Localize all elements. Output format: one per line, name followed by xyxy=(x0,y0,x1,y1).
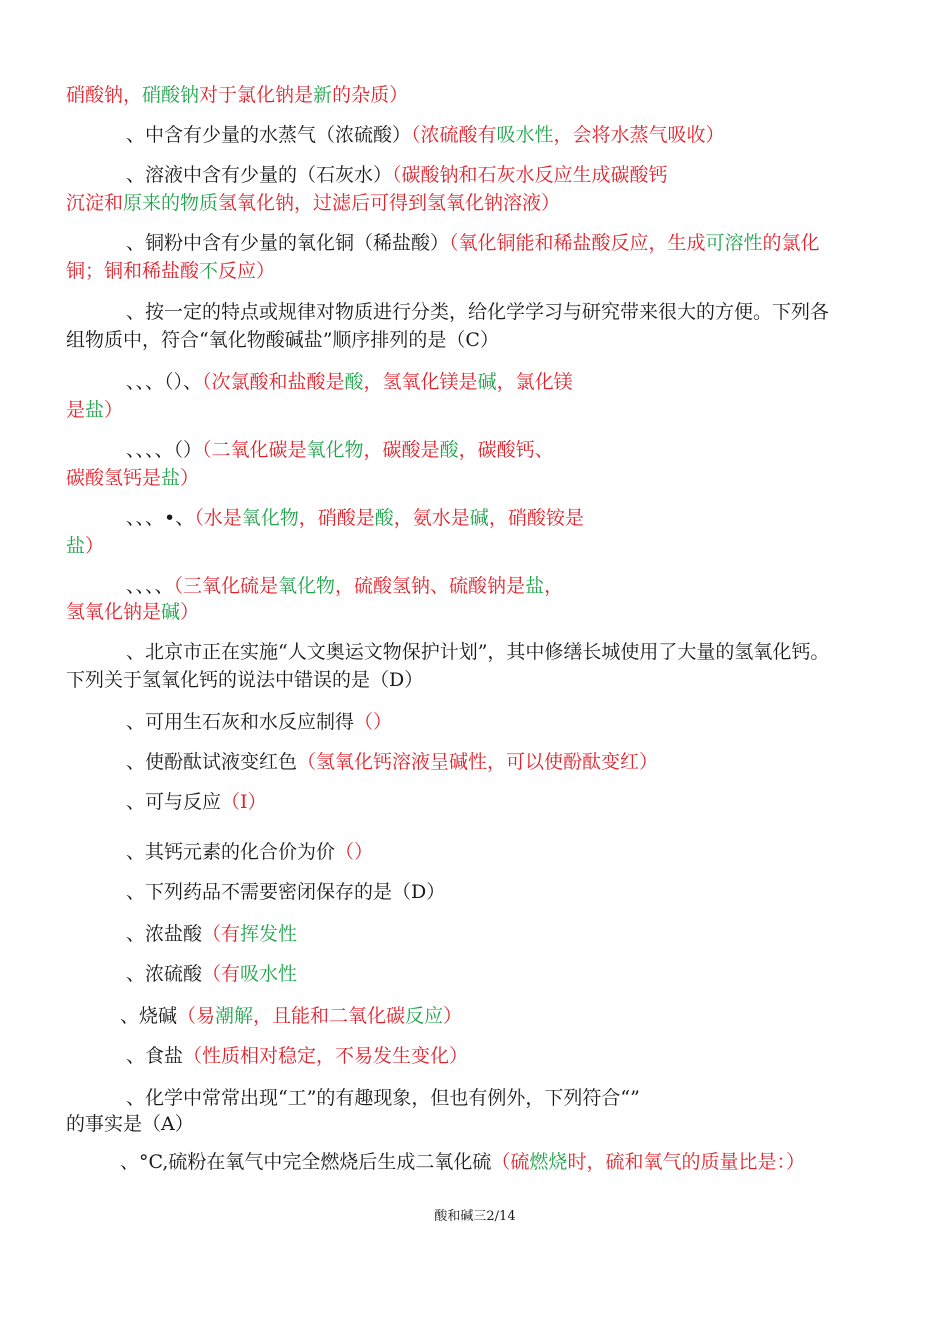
text-segment: 下列关于氢氧化钙的说法中错误的是（D） xyxy=(66,669,424,691)
text-segment: 氢氧化钠，过滤后可得到氢氧化钠溶液） xyxy=(218,192,561,214)
text-segment: ，碳酸是 xyxy=(363,439,440,461)
text-segment: 酸 xyxy=(439,439,459,461)
text-segment: 硝酸钠 xyxy=(142,84,200,106)
text-segment: （） xyxy=(335,841,374,863)
text-line xyxy=(126,749,658,775)
text-segment: （碳酸钠和石灰水反应生成碳酸钙 xyxy=(392,164,668,186)
text-segment: 挥发性 xyxy=(240,923,298,945)
text-segment: ，氢氧化镁是 xyxy=(363,371,478,393)
text-segment: （有 xyxy=(202,923,241,945)
text-line xyxy=(126,921,297,947)
text-line xyxy=(126,369,573,395)
text-segment: 燃烧 xyxy=(529,1151,568,1173)
text-line xyxy=(126,437,554,463)
text-segment: 、浓硫酸 xyxy=(126,963,203,985)
text-line xyxy=(66,667,423,693)
text-segment: （氢氧化钙溶液呈碱性，可以使酚酞变红） xyxy=(297,751,659,773)
text-segment: 反应） xyxy=(218,260,276,282)
text-segment: （I） xyxy=(221,791,267,813)
text-segment: 氧化物 xyxy=(241,507,299,529)
text-segment: 的事实是（A） xyxy=(66,1113,194,1135)
text-segment: 、、、、（） xyxy=(126,439,203,461)
text-segment: 氧化物 xyxy=(278,575,336,597)
text-segment: 氢氧化钠是 xyxy=(66,601,162,623)
text-segment: 是 xyxy=(66,399,86,421)
text-line xyxy=(66,327,499,353)
text-segment: 、浓盐酸 xyxy=(126,923,203,945)
text-segment: 的杂质） xyxy=(332,84,409,106)
text-segment: 吸水性 xyxy=(240,963,298,985)
text-line xyxy=(126,639,829,665)
text-segment: （性质相对稳定，不易发生变化） xyxy=(183,1045,469,1067)
text-line xyxy=(66,190,560,216)
page-footer: 酸和碱三2/14 xyxy=(434,1209,516,1224)
text-segment: ，且能和二氧化碳 xyxy=(253,1005,406,1027)
text-line xyxy=(126,505,584,531)
text-segment: ，硫酸氢钠、硫酸钠是 xyxy=(335,575,526,597)
text-segment: 铜；铜和稀盐酸 xyxy=(66,260,200,282)
text-segment: 、可用生石灰和水反应制得 xyxy=(126,711,355,733)
text-line xyxy=(126,230,820,256)
text-line xyxy=(66,599,199,625)
text-segment: 可溶性 xyxy=(705,232,763,254)
text-segment: 组物质中，符合“氧化物酸碱盐”顺序排列的是（C） xyxy=(66,329,499,351)
text-segment: 、可与反应 xyxy=(126,791,222,813)
text-segment: （二氧化碳是 xyxy=(202,439,307,461)
text-line xyxy=(66,465,199,491)
text-line xyxy=(126,839,373,865)
text-segment: 、、、•、 xyxy=(126,507,195,529)
text-segment: （水是 xyxy=(194,507,242,529)
text-segment: 、化学中常常出现“工”的有趣现象，但也有例外，下列符合“” xyxy=(126,1087,640,1109)
text-segment: （易 xyxy=(177,1005,216,1027)
text-segment: 、°C,硫粉在氧气中完全燃烧后生成二氧化硫 xyxy=(120,1151,492,1173)
text-segment: 、、、（）、 xyxy=(126,371,203,393)
text-segment: 盐 xyxy=(161,467,181,489)
text-line xyxy=(126,573,563,599)
text-line xyxy=(126,789,267,815)
text-segment: 吸水性 xyxy=(496,124,554,146)
text-segment: 沉淀和 xyxy=(66,192,124,214)
text-segment: 、中含有少量的水蒸气（浓硫酸） xyxy=(126,124,412,146)
text-segment: （三氧化硫是 xyxy=(173,575,279,597)
text-segment: （硫 xyxy=(491,1151,530,1173)
text-line xyxy=(66,533,104,559)
text-segment: 、食盐 xyxy=(126,1045,184,1067)
text-segment: 不 xyxy=(199,260,219,282)
text-segment: 硝酸钠， xyxy=(66,84,143,106)
text-line xyxy=(126,299,829,325)
text-segment: 、溶液中含有少量的（石灰水） xyxy=(126,164,393,186)
text-segment: 、北京市正在实施“人文奥运文物保护计划”，其中修缮长城使用了大量的氢氧化钙。 xyxy=(126,641,830,663)
text-segment: 盐 xyxy=(85,399,105,421)
text-segment: 潮解 xyxy=(215,1005,254,1027)
text-segment: ，碳酸钙、 xyxy=(458,439,554,461)
text-line xyxy=(66,82,408,108)
text-segment: 碳酸氢钙是 xyxy=(66,467,162,489)
text-segment: 、、、、 xyxy=(126,575,174,597)
text-segment: 、其钙元素的化合价为价 xyxy=(126,841,336,863)
text-segment: ，会将水蒸气吸收） xyxy=(553,124,725,146)
text-segment: ） xyxy=(85,535,105,557)
text-segment: ，硝酸铵是 xyxy=(488,507,584,529)
text-line xyxy=(66,258,275,284)
text-segment: （有 xyxy=(202,963,241,985)
text-segment: 、使酚酞试液变红色 xyxy=(126,751,298,773)
text-segment: ） xyxy=(180,601,200,623)
text-segment: （次氯酸和盐酸是 xyxy=(202,371,345,393)
text-segment: 酸 xyxy=(374,507,394,529)
text-segment: 盐 xyxy=(66,535,86,557)
text-line xyxy=(126,1085,640,1111)
text-segment: ） xyxy=(104,399,124,421)
text-segment: 酸 xyxy=(344,371,364,393)
text-segment: ，硝酸是 xyxy=(298,507,375,529)
text-segment: 盐 xyxy=(525,575,545,597)
text-line xyxy=(126,1043,468,1069)
text-segment: 时，硫和氧气的质量比是：） xyxy=(567,1151,805,1173)
text-segment: 、铜粉中含有少量的氧化铜（稀盐酸） xyxy=(126,232,450,254)
text-line xyxy=(126,122,725,148)
text-segment: 碱 xyxy=(477,371,497,393)
text-segment: ） xyxy=(443,1005,463,1027)
text-segment: ，氨水是 xyxy=(393,507,470,529)
text-segment: 原来的物质 xyxy=(123,192,219,214)
text-segment: ） xyxy=(180,467,200,489)
text-segment: 的氯化 xyxy=(762,232,820,254)
text-segment: 、烧碱 xyxy=(120,1005,178,1027)
text-segment: 碱 xyxy=(161,601,181,623)
text-segment: 氧化物 xyxy=(306,439,364,461)
text-segment: （氧化铜能和稀盐酸反应，生成 xyxy=(449,232,706,254)
text-segment: 反应 xyxy=(405,1005,444,1027)
text-line xyxy=(126,709,392,735)
text-line xyxy=(66,397,123,423)
text-segment: 碱 xyxy=(469,507,489,529)
text-line xyxy=(126,961,297,987)
text-line xyxy=(120,1149,805,1175)
text-segment: 对于氯化钠是 xyxy=(199,84,314,106)
text-segment: 、按一定的特点或规律对物质进行分类，给化学学习与研究带来很大的方便。下列各 xyxy=(126,301,830,323)
text-segment: ， xyxy=(544,575,564,597)
text-segment: （） xyxy=(354,711,393,733)
text-line xyxy=(66,1111,194,1137)
text-line xyxy=(126,879,445,905)
text-segment: （浓硫酸有 xyxy=(411,124,497,146)
text-segment: 新 xyxy=(313,84,333,106)
text-segment: ，氯化镁 xyxy=(496,371,573,393)
text-segment: 、下列药品不需要密闭保存的是（D） xyxy=(126,881,446,903)
text-line xyxy=(126,162,668,188)
text-line xyxy=(120,1003,462,1029)
